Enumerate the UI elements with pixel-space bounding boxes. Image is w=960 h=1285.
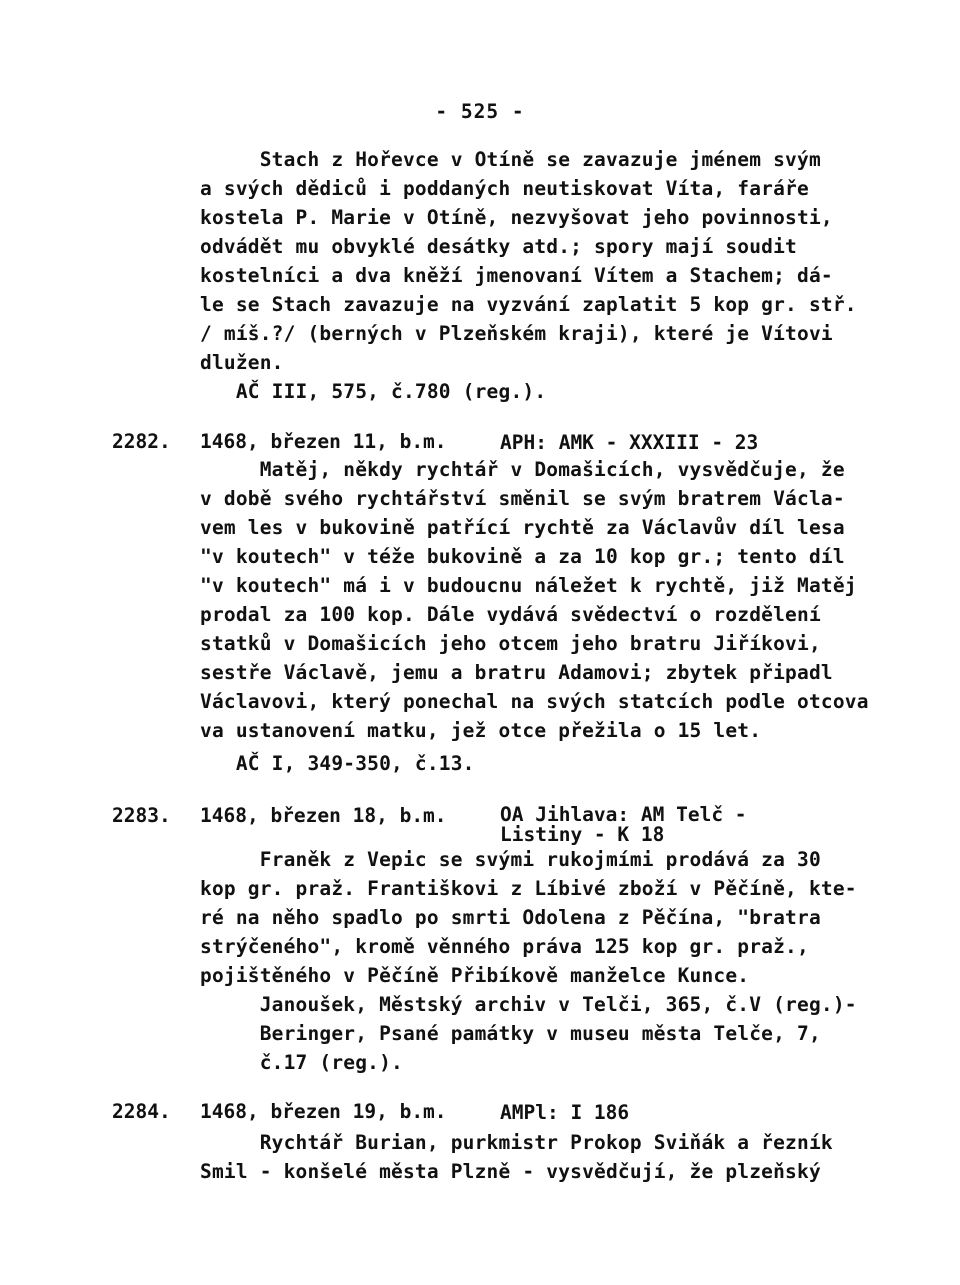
text-line: "v koutech" v téže bukovině a za 10 kop gr.; tento díl [200, 545, 845, 568]
entry-number: 2282. [112, 430, 171, 453]
text-line: "v koutech" má i v budoucnu náležet k rychtě, již Matěj [200, 574, 857, 597]
text-line: le se Stach zavazuje na vyzvání zaplatit 5 kop gr. stř. [200, 293, 857, 316]
citation-line: AČ I, 349-350, č.13. [200, 752, 475, 775]
entry-source: Listiny - K 18 [500, 823, 665, 846]
entry-date: 1468, březen 19, b.m. [200, 1100, 447, 1123]
text-line: statků v Domašicích jeho otcem jeho bratru Jiříkovi, [200, 632, 821, 655]
entry-source: OA Jihlava: AM Telč - [500, 803, 747, 826]
citation-line: č.17 (reg.). [200, 1051, 403, 1074]
text-line: prodal za 100 kop. Dále vydává svědectví o rozdělení [200, 603, 821, 626]
text-line: v době svého rychtářství směnil se svým bratrem Václa- [200, 487, 845, 510]
text-line: Franěk z Vepic se svými rukojmími prodává za 30 [200, 848, 821, 871]
text-line: vem les v bukovině patřící rychtě za Václavův díl lesa [200, 516, 845, 539]
text-line: strýčeného", kromě věnného práva 125 kop gr. praž., [200, 935, 809, 958]
entry-number: 2284. [112, 1100, 171, 1123]
text-line: dlužen. [200, 351, 284, 374]
citation-line: Beringer, Psané památky v museu města Telče, 7, [200, 1022, 821, 1045]
text-line: Matěj, někdy rychtář v Domašicích, vysvědčuje, že [200, 458, 845, 481]
citation-line: AČ III, 575, č.780 (reg.). [200, 380, 547, 403]
text-line: pojištěného v Pěčíně Přibíkově manželce Kunce. [200, 964, 750, 987]
text-line: va ustanovení matku, jež otce přežila o 15 let. [200, 719, 762, 742]
entry-date: 1468, březen 18, b.m. [200, 804, 447, 827]
text-line: Rychtář Burian, purkmistr Prokop Sviňák a řezník [200, 1131, 833, 1154]
text-line: Václavovi, který ponechal na svých statcích podle otcova [200, 690, 869, 713]
entry-number: 2283. [112, 804, 171, 827]
entry-source: APH: AMK - XXXIII - 23 [500, 431, 759, 454]
entry-source: AMPl: I 186 [500, 1101, 630, 1124]
entry-date: 1468, březen 11, b.m. [200, 430, 447, 453]
citation-line: Janoušek, Městský archiv v Telči, 365, č.V (reg.)- [200, 993, 857, 1016]
text-line: sestře Václavě, jemu a bratru Adamovi; zbytek připadl [200, 661, 833, 684]
text-line: Smil - konšelé města Plzně - vysvědčují, že plzeňský [200, 1160, 821, 1183]
text-line: / míš.?/ (berných v Plzeňském kraji), které je Vítovi [200, 322, 833, 345]
page-number: - 525 - [435, 100, 525, 123]
text-line: Stach z Hořevce v Otíně se zavazuje jménem svým [200, 148, 821, 171]
text-line: odvádět mu obvyklé desátky atd.; spory mají soudit [200, 235, 797, 258]
text-line: a svých dědiců i poddaných neutiskovat Víta, faráře [200, 177, 809, 200]
text-line: ré na něho spadlo po smrti Odolena z Pěčína, "bratra [200, 906, 821, 929]
text-line: kostelníci a dva kněží jmenovaní Vítem a Stachem; dá- [200, 264, 833, 287]
text-line: kostela P. Marie v Otíně, nezvyšovat jeho povinnosti, [200, 206, 833, 229]
text-line: kop gr. praž. Františkovi z Líbivé zboží v Pěčíně, kte- [200, 877, 857, 900]
